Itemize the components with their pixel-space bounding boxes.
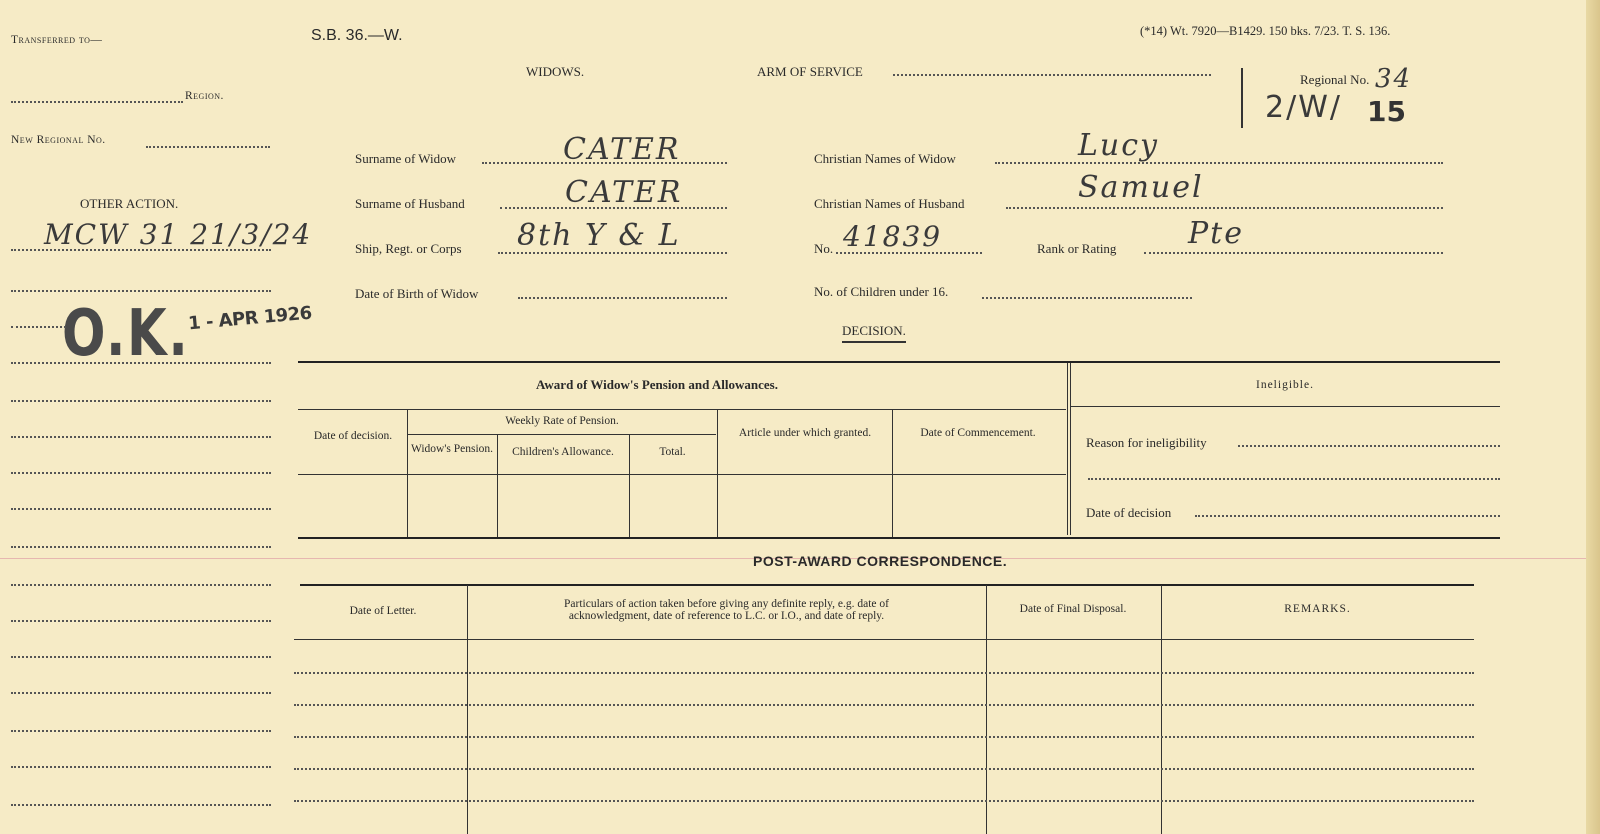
action-line[interactable] bbox=[11, 804, 271, 806]
action-line[interactable] bbox=[11, 508, 271, 510]
action-line[interactable] bbox=[11, 730, 271, 732]
action-line[interactable] bbox=[11, 326, 66, 328]
children-field[interactable] bbox=[982, 297, 1192, 299]
action-line[interactable] bbox=[11, 546, 271, 548]
total-header: Total. bbox=[659, 446, 686, 458]
award-heading: Award of Widow's Pension and Allowances. bbox=[536, 377, 778, 392]
action-line[interactable] bbox=[11, 249, 271, 251]
correspondence-heading: POST-AWARD CORRESPONDENCE. bbox=[753, 553, 1008, 569]
action-line[interactable] bbox=[11, 620, 271, 622]
ineligible-date-label: Date of decision bbox=[1086, 505, 1172, 520]
action-line[interactable] bbox=[11, 362, 271, 364]
col-divider bbox=[986, 585, 987, 834]
col-divider bbox=[467, 585, 468, 834]
form-number: S.B. 36.—W. bbox=[311, 27, 403, 44]
final-disposal-header: Date of Final Disposal. bbox=[1019, 603, 1127, 615]
correspondence-row[interactable] bbox=[294, 672, 1474, 674]
reason-field[interactable] bbox=[1238, 445, 1500, 447]
reason-label: Reason for ineligibility bbox=[1086, 435, 1207, 450]
header-bottom-rule bbox=[298, 474, 1066, 475]
transferred-to-label: Transferred to— bbox=[11, 34, 103, 46]
print-code: (*14) Wt. 7920—B1429. 150 bks. 7/23. T. S. 136. bbox=[1140, 24, 1391, 38]
rank-value: Pte bbox=[1188, 216, 1244, 251]
decision-divider bbox=[1070, 363, 1071, 535]
decision-heading: DECISION. bbox=[842, 323, 906, 343]
other-action-label: OTHER ACTION. bbox=[80, 196, 179, 211]
surname-widow-label: Surname of Widow bbox=[355, 151, 457, 166]
correspondence-row[interactable] bbox=[294, 768, 1474, 770]
date-of-letter-header: Date of Letter. bbox=[349, 605, 417, 617]
region-label: Region. bbox=[185, 90, 224, 102]
weekly-rate-rule bbox=[408, 434, 716, 435]
particulars-header-1: Particulars of action taken before giving any definite reply, e.g. date of bbox=[564, 598, 889, 610]
regional-box-bar bbox=[1241, 68, 1243, 128]
ok-stamp: O.K. bbox=[62, 297, 190, 371]
christian-husband-label: Christian Names of Husband bbox=[814, 196, 965, 211]
action-entry: MCW 31 21/3/24 bbox=[44, 218, 313, 251]
decision-bottom-rule bbox=[298, 537, 1500, 539]
date-stamp: 1 - APR 1926 bbox=[187, 302, 313, 335]
col-divider bbox=[1161, 585, 1162, 834]
action-line[interactable] bbox=[11, 766, 271, 768]
correspondence-row[interactable] bbox=[294, 800, 1474, 802]
file-num: 15 bbox=[1367, 95, 1406, 128]
surname-husband-label: Surname of Husband bbox=[355, 196, 465, 211]
particulars-header-2: acknowledgment, date of reference to L.C. or I.O., and date of reply. bbox=[568, 610, 885, 622]
ineligible-rule bbox=[1071, 406, 1500, 407]
action-line[interactable] bbox=[11, 436, 271, 438]
commencement-header: Date of Commencement. bbox=[920, 427, 1036, 439]
arm-of-service-field[interactable] bbox=[893, 74, 1211, 76]
file-ref: 2/W/ bbox=[1265, 90, 1342, 125]
correspondence-row[interactable] bbox=[294, 704, 1474, 706]
number-label: No. bbox=[814, 241, 834, 256]
dob-widow-field[interactable] bbox=[518, 297, 727, 299]
new-regional-no-label: New Regional No. bbox=[11, 134, 106, 146]
ship-label: Ship, Regt. or Corps bbox=[355, 241, 462, 256]
new-regional-no-field[interactable] bbox=[146, 146, 270, 148]
action-line[interactable] bbox=[11, 400, 271, 402]
correspondence-header-rule bbox=[294, 639, 1474, 640]
christian-husband-field[interactable] bbox=[1006, 207, 1443, 209]
christian-widow-field[interactable] bbox=[995, 162, 1443, 164]
weekly-rate-header: Weekly Rate of Pension. bbox=[505, 415, 619, 427]
action-line[interactable] bbox=[11, 584, 271, 586]
regional-no-value: 34 bbox=[1375, 64, 1413, 94]
christian-widow-value: Lucy bbox=[1078, 128, 1159, 163]
surname-widow-value: CATER bbox=[563, 132, 681, 167]
action-line[interactable] bbox=[11, 472, 271, 474]
christian-widow-label: Christian Names of Widow bbox=[814, 151, 956, 166]
correspondence-top-rule bbox=[300, 584, 1474, 586]
christian-husband-value: Samuel bbox=[1078, 170, 1204, 205]
award-rule bbox=[298, 409, 1066, 410]
action-line[interactable] bbox=[11, 656, 271, 658]
decision-divider bbox=[1067, 363, 1068, 535]
remarks-header: REMARKS. bbox=[1284, 603, 1351, 615]
dob-widow-label: Date of Birth of Widow bbox=[355, 286, 479, 301]
children-label: No. of Children under 16. bbox=[814, 284, 949, 299]
ship-value: 8th Y & L bbox=[517, 218, 681, 253]
ineligible-date-field[interactable] bbox=[1195, 515, 1500, 517]
regional-no-label: Regional No. bbox=[1300, 72, 1370, 87]
reason-field-2[interactable] bbox=[1088, 478, 1500, 480]
childrens-allowance-header: Children's Allowance. bbox=[512, 446, 614, 458]
arm-of-service-label: ARM OF SERVICE bbox=[757, 64, 863, 79]
form-title: WIDOWS. bbox=[526, 64, 585, 79]
surname-husband-value: CATER bbox=[565, 175, 683, 210]
action-line[interactable] bbox=[11, 692, 271, 694]
number-value: 41839 bbox=[843, 220, 943, 253]
action-line[interactable] bbox=[11, 290, 271, 292]
article-header: Article under which granted. bbox=[738, 427, 872, 439]
date-of-decision-header: Date of decision. bbox=[313, 430, 393, 442]
ineligible-heading: Ineligible. bbox=[1256, 379, 1314, 391]
correspondence-row[interactable] bbox=[294, 736, 1474, 738]
decision-top-rule bbox=[298, 361, 1500, 363]
widows-pension-header: Widow's Pension. bbox=[410, 443, 494, 455]
region-field[interactable] bbox=[11, 101, 183, 103]
rank-field[interactable] bbox=[1144, 252, 1443, 254]
rank-label: Rank or Rating bbox=[1037, 241, 1117, 256]
